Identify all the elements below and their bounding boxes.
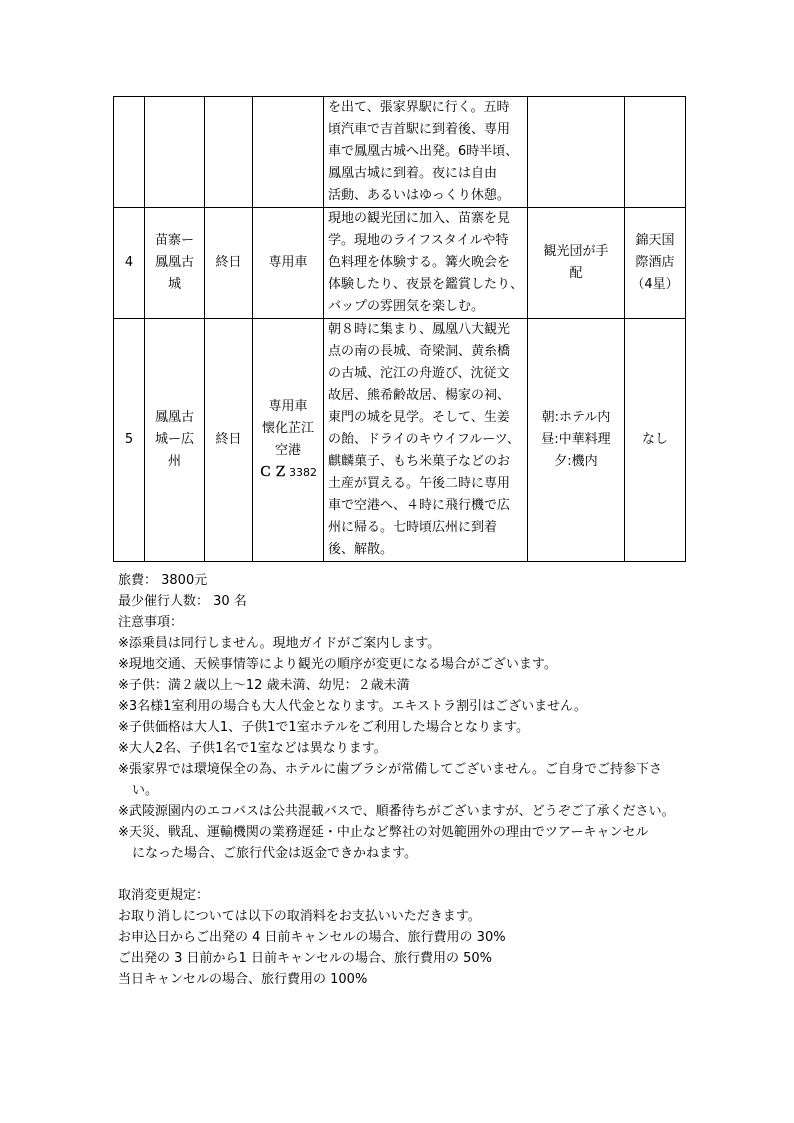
hotel-cell (625, 208, 686, 319)
description-line: 体験したり、夜景を鑑賞したり、 (328, 277, 524, 292)
route-line: 城ー広 (154, 432, 194, 447)
meals-cell (528, 319, 625, 562)
itinerary-table-body (114, 97, 686, 562)
transport-cell (253, 208, 324, 319)
description-line: 車で空港へ、４時に飛行機で広 (328, 498, 511, 513)
route-line: 鳳凰古 (154, 410, 194, 425)
description-line: を出て、張家界駅に行く。五時 (328, 100, 510, 115)
flight-code: ＣＺ (258, 465, 289, 480)
cancellation-intro: お取り消しについては以下の取消料をお支払いいただきます。 (118, 909, 481, 924)
cancellation-rule: 当日キャンセルの場合、旅行費用の 100% (118, 972, 368, 987)
note-item: ※子供：満２歳以上～12 歳未満、幼児：２歳未満 (118, 678, 410, 693)
meals-line: 夕:機内 (554, 454, 598, 469)
meals-cell (528, 97, 625, 208)
description-line: 頃汽車で吉首駅に到着後、専用 (328, 122, 511, 137)
note-item: ※現地交通、天候事情等により観光の順序が変更になる場合がございます。 (118, 657, 557, 672)
note-item: ※張家界では環境保全の為、ホテルに歯ブラシが常備してございません。ご自身でご持参下さ (118, 762, 663, 777)
meals-cell (528, 208, 625, 319)
note-item: ※3名様1室利用の場合も大人代金となります。エキストラ割引はございません。 (118, 699, 587, 714)
transport-cell (253, 319, 324, 562)
time-cell (205, 97, 253, 208)
note-item: ※添乗員は同行しません。現地ガイドがご案内します。 (118, 636, 441, 651)
itinerary-table (113, 96, 686, 562)
meals-line: 観光団が手 (543, 244, 609, 259)
description-cell (324, 97, 528, 208)
description-cell (324, 208, 528, 319)
hotel-line: 錦天国 (635, 233, 675, 248)
meals-line: 配 (569, 266, 583, 281)
route-line: 苗寨ー (154, 233, 194, 248)
spacer (118, 864, 688, 885)
hotel-line: 際酒店 (635, 255, 675, 270)
meals-line: 昼:中華料理 (541, 432, 611, 447)
notes-list (118, 633, 688, 864)
route-cell (145, 319, 205, 562)
transport-line: 空港 (274, 443, 301, 458)
hotel-cell (625, 319, 686, 562)
description-line: 故居、熊希齢故居、楊家の祠、 (328, 388, 511, 403)
transport-cell (253, 97, 324, 208)
min-people-text: 最少催行人数： 30 名 (118, 594, 247, 609)
route-line: 城 (167, 277, 181, 292)
route-cell (145, 208, 205, 319)
day-cell: 4 (114, 208, 145, 319)
transport-line: 懐化芷江 (261, 421, 314, 436)
description-line: の飴、ドライのキウイフルーツ、 (328, 432, 520, 447)
time-cell: 終日 (205, 208, 253, 319)
note-item: になった場合、ご旅行代金は返金できかねます。 (132, 846, 417, 861)
description-line: 色料理を体験する。篝火晩会を (328, 255, 511, 270)
day-cell: 5 (114, 319, 145, 562)
hotel-line: なし (641, 432, 668, 447)
table-row (114, 97, 686, 208)
flight-line (255, 462, 321, 484)
description-line: 麒麟菓子、もち米菓子などのお (328, 454, 511, 469)
table-row (114, 319, 686, 562)
description-line: 鳳凰古城に到着。夜には自由 (328, 166, 498, 181)
fee-text: 旅費： 3800元 (118, 573, 208, 588)
description-line: 学。現地のライフスタイルや特 (328, 233, 509, 248)
note-item: ※天災、戦乱、運輸機関の業務遅延・中止など弊社の対処範囲外の理由でツアーキャンセル (118, 825, 649, 840)
hotel-line: （4星） (631, 277, 679, 292)
note-item: ※武陵源園内のエコバスは公共混載バスで、順番待ちがございますが、どうぞご了承ください。 (118, 804, 675, 819)
note-item: ※大人2名、子供1名で1室などは異なります。 (118, 741, 387, 756)
cancellation-rule: お申込日からご出発の 4 日前キャンセルの場合、旅行費用の 30% (118, 930, 506, 945)
day-cell (114, 97, 145, 208)
description-line: 東門の城を見学。そして、生姜 (328, 410, 510, 425)
route-line: 鳳凰古 (154, 255, 194, 270)
notes-heading: 注意事項： (118, 615, 184, 630)
description-line: 現地の観光団に加入、苗寨を見 (328, 211, 511, 226)
meals-line: 朝:ホテル内 (541, 410, 611, 425)
description-line: バップの雰囲気を楽しむ。 (328, 299, 485, 314)
description-line: の古城、沱江の舟遊び、沈従文 (328, 366, 510, 381)
description-line: 土産が買える。午後二時に専用 (328, 476, 511, 491)
note-item: い。 (132, 783, 159, 798)
route-line: 州 (167, 454, 181, 469)
description-line: 点の南の長城、奇梁洞、黄糸橋 (328, 344, 511, 359)
table-row (114, 208, 686, 319)
description-line: 車で鳳凰古城へ出発。6時半頃、 (328, 144, 519, 159)
route-cell (145, 97, 205, 208)
hotel-cell (625, 97, 686, 208)
time-cell: 終日 (205, 319, 253, 562)
description-cell (324, 319, 528, 562)
transport-line: 専用車 (268, 399, 308, 414)
description-line: 後、解散。 (328, 542, 394, 557)
cancellation-rule: ご出発の 3 日前から1 日前キャンセルの場合、旅行費用の 50% (118, 951, 492, 966)
description-line: 活動、あるいはゆっくり休憩。 (328, 188, 510, 203)
cancellation-rules (118, 927, 688, 990)
description-line: 州に帰る。七時頃広州に到着 (328, 520, 498, 535)
note-item: ※子供価格は大人1、子供1で1室ホテルをご利用した場合となります。 (118, 720, 530, 735)
flight-number: 3382 (289, 466, 317, 479)
cancellation-heading: 取消変更規定： (118, 888, 210, 903)
transport-line: 専用車 (268, 255, 308, 270)
notes-section (118, 570, 688, 990)
description-line: 朝８時に集まり、鳳凰八大観光 (328, 322, 511, 337)
